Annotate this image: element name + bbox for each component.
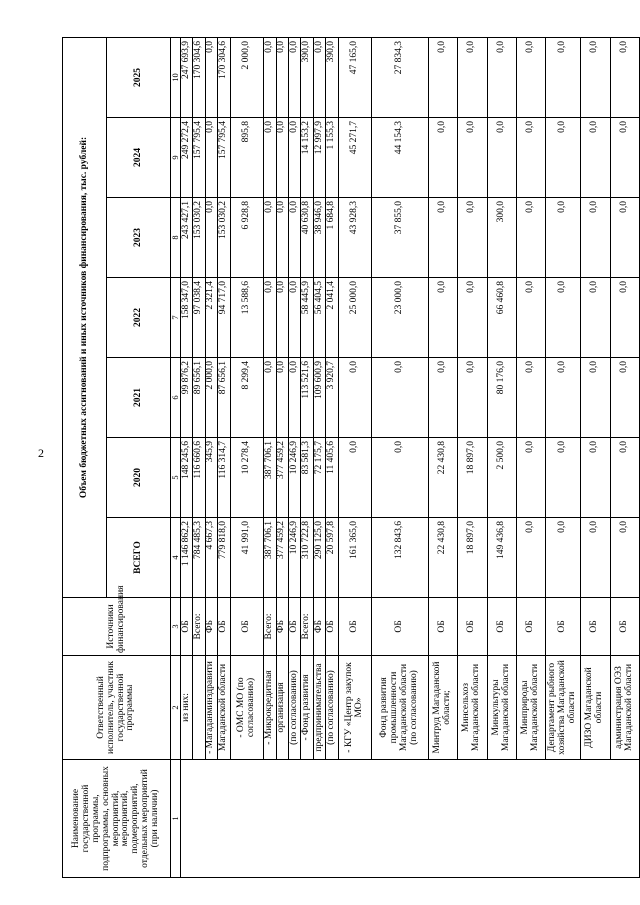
amount-cell: 0,0 (276, 38, 288, 118)
amount-cell: 0,0 (546, 438, 581, 518)
table-row (610, 38, 640, 878)
executor-cell: - Микрокредитная (264, 656, 276, 760)
executor-cell: предпринимательства (313, 656, 325, 760)
amount-cell: 0,0 (610, 118, 640, 198)
amount-cell: 0,0 (546, 118, 581, 198)
amount-cell: 0,0 (610, 358, 640, 438)
funding-source-cell: ОБ (326, 598, 338, 656)
funding-source-cell: ОБ (428, 598, 457, 656)
table-row (428, 38, 457, 878)
amount-cell: 10 246,9 (289, 518, 301, 598)
amount-cell: 0,0 (458, 278, 487, 358)
amount-cell: 0,0 (276, 278, 288, 358)
amount-cell: 0,0 (516, 198, 545, 278)
amount-cell: 13 588,6 (230, 278, 264, 358)
executor-cell: - Фонд развития (301, 656, 313, 760)
amount-cell: 779 818,0 (218, 518, 230, 598)
amount-cell: 44 154,3 (372, 118, 428, 198)
amount-cell: 300,0 (487, 198, 516, 278)
funding-source-cell: ОБ (487, 598, 516, 656)
amount-cell: 0,0 (581, 198, 610, 278)
amount-cell: 0,0 (372, 358, 428, 438)
amount-cell: 243 427,1 (181, 198, 193, 278)
table-row (487, 38, 516, 878)
header-funding-source: Источники финансирования (63, 598, 171, 656)
amount-cell: 149 436,8 (487, 518, 516, 598)
table-row (372, 38, 428, 878)
amount-cell: 377 459,2 (276, 518, 288, 598)
amount-cell: 2 041,4 (326, 278, 338, 358)
amount-cell: 153 030,2 (218, 198, 230, 278)
funding-source-cell: ОБ (610, 598, 640, 656)
amount-cell: 66 460,8 (487, 278, 516, 358)
executor-cell: - КГУ «Центр закупок МО» (338, 656, 372, 760)
index-cell: 5 (171, 438, 181, 518)
header-year-2022: 2022 (107, 278, 171, 358)
amount-cell: 0,0 (276, 358, 288, 438)
amount-cell: 0,0 (458, 38, 487, 118)
rotated-table-container (62, 38, 640, 878)
amount-cell: 0,0 (516, 518, 545, 598)
funding-source-cell: ОБ (289, 598, 301, 656)
amount-cell: 0,0 (338, 358, 372, 438)
executor-cell: Минкультуры Магаданской области (487, 656, 516, 760)
amount-cell: 0,0 (516, 358, 545, 438)
funding-source-cell: Всего: (301, 598, 313, 656)
amount-cell: 0,0 (487, 118, 516, 198)
amount-cell: 20 597,8 (326, 518, 338, 598)
index-cell: 2 (171, 656, 181, 760)
amount-cell: 2 000,0 (230, 38, 264, 118)
funding-source-cell: Всего: (264, 598, 276, 656)
amount-cell: 97 038,4 (193, 278, 205, 358)
amount-cell: 0,0 (581, 38, 610, 118)
table-row (516, 38, 545, 878)
amount-cell: 0,0 (264, 358, 276, 438)
amount-cell: 0,0 (487, 38, 516, 118)
amount-cell: 11 405,6 (326, 438, 338, 518)
executor-cell: организация (276, 656, 288, 760)
amount-cell: 25 000,0 (338, 278, 372, 358)
amount-cell: 0,0 (546, 38, 581, 118)
amount-cell: 0,0 (516, 38, 545, 118)
amount-cell: 345,9 (205, 438, 217, 518)
amount-cell: 56 404,5 (313, 278, 325, 358)
amount-cell: 89 656,1 (193, 358, 205, 438)
amount-cell: 1 146 862,2 (181, 518, 193, 598)
amount-cell: 116 314,7 (218, 438, 230, 518)
amount-cell: 157 795,4 (218, 118, 230, 198)
amount-cell: 0,0 (428, 118, 457, 198)
executor-cell: Минтруд Магаданской области; (428, 656, 457, 760)
amount-cell: 148 245,6 (181, 438, 193, 518)
amount-cell: 27 834,3 (372, 38, 428, 118)
amount-cell: 310 722,8 (301, 518, 313, 598)
table-row (326, 38, 338, 878)
amount-cell: 2 321,4 (205, 278, 217, 358)
amount-cell: 40 630,8 (301, 198, 313, 278)
executor-cell: Магаданской области (218, 656, 230, 760)
amount-cell: 10 278,4 (230, 438, 264, 518)
amount-cell: 0,0 (610, 278, 640, 358)
table-row (230, 38, 264, 878)
amount-cell: 0,0 (516, 438, 545, 518)
amount-cell: 0,0 (264, 278, 276, 358)
amount-cell: 0,0 (581, 358, 610, 438)
table-row (276, 38, 288, 878)
amount-cell: 0,0 (610, 198, 640, 278)
amount-cell: 99 876,2 (181, 358, 193, 438)
program-name-cell (181, 760, 640, 878)
column-index-row (171, 38, 181, 878)
amount-cell: 109 600,9 (313, 358, 325, 438)
header-year-2025: 2025 (107, 38, 171, 118)
amount-cell: 247 693,9 (181, 38, 193, 118)
amount-cell: 0,0 (313, 38, 325, 118)
funding-source-cell: ОБ (546, 598, 581, 656)
amount-cell: 83 581,3 (301, 438, 313, 518)
table-row (193, 38, 205, 878)
table-row (264, 38, 276, 878)
amount-cell: 6 928,8 (230, 198, 264, 278)
amount-cell: 2 000,0 (205, 358, 217, 438)
amount-cell: 4 667,3 (205, 518, 217, 598)
financing-table (62, 37, 640, 878)
amount-cell: 37 855,0 (372, 198, 428, 278)
funding-source-cell: ФБ (205, 598, 217, 656)
funding-source-cell: ОБ (338, 598, 372, 656)
table-body (181, 38, 640, 878)
amount-cell: 12 997,9 (313, 118, 325, 198)
table-row (289, 38, 301, 878)
executor-cell: - Магаданминздравити (205, 656, 217, 760)
amount-cell: 0,0 (289, 118, 301, 198)
table-row (338, 38, 372, 878)
amount-cell: 1 684,8 (326, 198, 338, 278)
amount-cell: 94 717,0 (218, 278, 230, 358)
amount-cell: 10 246,9 (289, 438, 301, 518)
table-row (205, 38, 217, 878)
amount-cell: 23 000,0 (372, 278, 428, 358)
amount-cell: 116 660,6 (193, 438, 205, 518)
amount-cell: 0,0 (428, 358, 457, 438)
table-row (458, 38, 487, 878)
amount-cell: 1 155,3 (326, 118, 338, 198)
executor-cell: (по согласованию) (326, 656, 338, 760)
funding-source-cell: Всего: (193, 598, 205, 656)
executor-cell (193, 656, 205, 760)
header-funding-group: Объем бюджетных ассигнований и иных источников финансирования, тыс. рублей: (63, 38, 107, 598)
amount-cell: 0,0 (458, 118, 487, 198)
amount-cell: 895,8 (230, 118, 264, 198)
amount-cell: 390,0 (326, 38, 338, 118)
amount-cell: 132 843,6 (372, 518, 428, 598)
amount-cell: 249 272,4 (181, 118, 193, 198)
amount-cell: 0,0 (458, 358, 487, 438)
index-cell: 7 (171, 278, 181, 358)
executor-cell: Департамент рыбного хозяйства Магаданской области (546, 656, 581, 760)
executor-cell: Минприроды Магаданской области (516, 656, 545, 760)
amount-cell: 0,0 (264, 38, 276, 118)
amount-cell: 72 175,7 (313, 438, 325, 518)
amount-cell: 45 271,7 (338, 118, 372, 198)
amount-cell: 0,0 (546, 358, 581, 438)
amount-cell: 87 656,1 (218, 358, 230, 438)
amount-cell: 0,0 (581, 118, 610, 198)
amount-cell: 0,0 (546, 278, 581, 358)
amount-cell: 0,0 (610, 438, 640, 518)
amount-cell: 3 920,7 (326, 358, 338, 438)
amount-cell: 0,0 (289, 358, 301, 438)
amount-cell: 158 347,0 (181, 278, 193, 358)
amount-cell: 0,0 (205, 118, 217, 198)
header-year-2021: 2021 (107, 358, 171, 438)
amount-cell: 0,0 (264, 198, 276, 278)
amount-cell: 18 897,0 (458, 438, 487, 518)
amount-cell: 0,0 (428, 278, 457, 358)
header-program-name: Наименование государственной программы, подпрограммы, основных мероприятий, мероприятий, подмероприятий, отдельных мероприятий (при наличии) (63, 760, 171, 878)
amount-cell: 153 030,2 (193, 198, 205, 278)
executor-cell: Минсельхоз Магаданской области (458, 656, 487, 760)
index-cell: 9 (171, 118, 181, 198)
header-executor: Ответственный исполнитель, участник государственной программы (63, 656, 171, 760)
amount-cell: 0,0 (546, 198, 581, 278)
executor-cell: ДИЗО Магаданской области (581, 656, 610, 760)
amount-cell: 0,0 (289, 198, 301, 278)
amount-cell: 161 365,0 (338, 518, 372, 598)
amount-cell: 0,0 (372, 438, 428, 518)
amount-cell: 0,0 (581, 278, 610, 358)
amount-cell: 0,0 (205, 198, 217, 278)
amount-cell: 0,0 (264, 118, 276, 198)
amount-cell: 784 485,3 (193, 518, 205, 598)
amount-cell: 47 165,0 (338, 38, 372, 118)
amount-cell: 290 125,0 (313, 518, 325, 598)
index-cell: 4 (171, 518, 181, 598)
amount-cell: 41 991,0 (230, 518, 264, 598)
amount-cell: 387 706,1 (264, 438, 276, 518)
table-row (301, 38, 313, 878)
executor-cell: администрация ОЭЗ Магаданской области (610, 656, 640, 760)
amount-cell: 58 445,9 (301, 278, 313, 358)
index-cell: 6 (171, 358, 181, 438)
funding-source-cell: ОБ (458, 598, 487, 656)
amount-cell: 170 304,6 (218, 38, 230, 118)
amount-cell: 0,0 (610, 518, 640, 598)
amount-cell: 0,0 (581, 518, 610, 598)
amount-cell: 0,0 (276, 198, 288, 278)
amount-cell: 80 176,0 (487, 358, 516, 438)
header-year-2023: 2023 (107, 198, 171, 278)
table-row (181, 38, 193, 878)
executor-cell: (по согласованию) (289, 656, 301, 760)
amount-cell: 0,0 (516, 118, 545, 198)
amount-cell: 0,0 (610, 38, 640, 118)
header-year-total: ВСЕГО (107, 518, 171, 598)
amount-cell: 0,0 (428, 38, 457, 118)
page-number: 2 (38, 446, 44, 460)
executor-cell: Фонд развития промышленности Магаданской области (по согласованию) (372, 656, 428, 760)
amount-cell: 22 430,8 (428, 518, 457, 598)
amount-cell: 0,0 (289, 278, 301, 358)
amount-cell: 387 706,1 (264, 518, 276, 598)
table-row (546, 38, 581, 878)
funding-source-cell: ФБ (276, 598, 288, 656)
amount-cell: 170 304,6 (193, 38, 205, 118)
amount-cell: 377 459,2 (276, 438, 288, 518)
table-row (313, 38, 325, 878)
funding-source-cell: ОБ (218, 598, 230, 656)
amount-cell: 0,0 (581, 438, 610, 518)
funding-source-cell: ОБ (230, 598, 264, 656)
amount-cell: 0,0 (338, 438, 372, 518)
index-cell: 10 (171, 38, 181, 118)
table-row (581, 38, 610, 878)
amount-cell: 390,0 (301, 38, 313, 118)
amount-cell: 0,0 (205, 38, 217, 118)
amount-cell: 8 299,4 (230, 358, 264, 438)
amount-cell: 22 430,8 (428, 438, 457, 518)
executor-cell: - ОМС МО (по согласованию) (230, 656, 264, 760)
funding-source-cell: ОБ (581, 598, 610, 656)
amount-cell: 43 928,3 (338, 198, 372, 278)
funding-source-cell: ОБ (372, 598, 428, 656)
amount-cell: 14 153,2 (301, 118, 313, 198)
header-year-2024: 2024 (107, 118, 171, 198)
amount-cell: 2 500,0 (487, 438, 516, 518)
index-cell: 3 (171, 598, 181, 656)
amount-cell: 113 521,6 (301, 358, 313, 438)
executor-cell: из них: (181, 656, 193, 760)
amount-cell: 38 946,0 (313, 198, 325, 278)
amount-cell: 0,0 (289, 38, 301, 118)
header-year-2020: 2020 (107, 438, 171, 518)
amount-cell: 0,0 (276, 118, 288, 198)
funding-source-cell: ОБ (181, 598, 193, 656)
table-row (218, 38, 230, 878)
funding-source-cell: ОБ (516, 598, 545, 656)
amount-cell: 18 897,0 (458, 518, 487, 598)
amount-cell: 0,0 (516, 278, 545, 358)
index-cell: 8 (171, 198, 181, 278)
funding-source-cell: ФБ (313, 598, 325, 656)
amount-cell: 157 795,4 (193, 118, 205, 198)
amount-cell: 0,0 (546, 518, 581, 598)
index-cell: 1 (171, 760, 181, 878)
amount-cell: 0,0 (458, 198, 487, 278)
amount-cell: 0,0 (428, 198, 457, 278)
